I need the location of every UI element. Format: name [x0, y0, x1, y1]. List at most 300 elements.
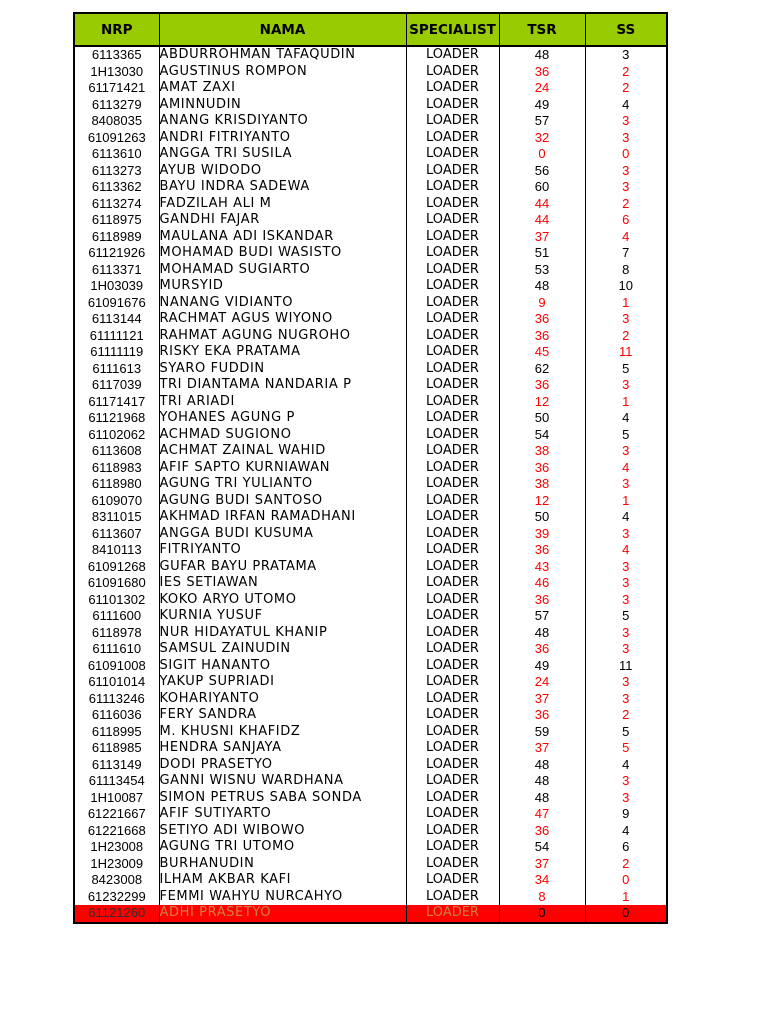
cell-ss[interactable]: 3	[585, 526, 667, 543]
table-row[interactable]	[74, 724, 667, 741]
cell-nrp[interactable]: 61221668	[74, 823, 159, 840]
cell-tsr[interactable]: 48	[499, 773, 585, 790]
cell-specialist[interactable]: LOADER	[406, 344, 499, 361]
cell-ss[interactable]: 4	[585, 460, 667, 477]
cell-ss[interactable]: 2	[585, 80, 667, 97]
cell-tsr[interactable]: 56	[499, 163, 585, 180]
cell-tsr[interactable]: 36	[499, 707, 585, 724]
cell-nrp[interactable]: 6118975	[74, 212, 159, 229]
cell-specialist[interactable]: LOADER	[406, 163, 499, 180]
cell-tsr[interactable]: 46	[499, 575, 585, 592]
table-row[interactable]	[74, 872, 667, 889]
table-row[interactable]	[74, 856, 667, 873]
cell-nrp[interactable]: 6118989	[74, 229, 159, 246]
table-row[interactable]	[74, 344, 667, 361]
cell-nama[interactable]: RAHMAT AGUNG NUGROHO	[159, 328, 406, 345]
cell-ss[interactable]: 2	[585, 856, 667, 873]
cell-tsr[interactable]: 37	[499, 229, 585, 246]
cell-nama[interactable]: ANGGA BUDI KUSUMA	[159, 526, 406, 543]
table-row[interactable]	[74, 130, 667, 147]
header-nama[interactable]: NAMA	[159, 13, 406, 46]
cell-nama[interactable]: GANNI WISNU WARDHANA	[159, 773, 406, 790]
header-specialist[interactable]: SPECIALIST	[406, 13, 499, 46]
cell-tsr[interactable]: 36	[499, 328, 585, 345]
cell-ss[interactable]: 4	[585, 97, 667, 114]
cell-ss[interactable]: 5	[585, 361, 667, 378]
cell-nrp[interactable]: 61121926	[74, 245, 159, 262]
cell-specialist[interactable]: LOADER	[406, 872, 499, 889]
cell-ss[interactable]: 0	[585, 872, 667, 889]
cell-ss[interactable]: 2	[585, 64, 667, 81]
cell-specialist[interactable]: LOADER	[406, 146, 499, 163]
cell-ss[interactable]: 5	[585, 427, 667, 444]
cell-tsr[interactable]: 44	[499, 212, 585, 229]
cell-tsr[interactable]: 50	[499, 410, 585, 427]
cell-specialist[interactable]: LOADER	[406, 559, 499, 576]
table-row[interactable]	[74, 608, 667, 625]
cell-ss[interactable]: 2	[585, 707, 667, 724]
cell-nama[interactable]: ABDURROHMAN TAFAQUDIN	[159, 46, 406, 64]
cell-specialist[interactable]: LOADER	[406, 757, 499, 774]
cell-tsr[interactable]: 43	[499, 559, 585, 576]
cell-tsr[interactable]: 48	[499, 278, 585, 295]
cell-tsr[interactable]: 12	[499, 493, 585, 510]
cell-specialist[interactable]: LOADER	[406, 856, 499, 873]
cell-tsr[interactable]: 62	[499, 361, 585, 378]
cell-nama[interactable]: AGUNG TRI UTOMO	[159, 839, 406, 856]
cell-tsr[interactable]: 49	[499, 658, 585, 675]
cell-nama[interactable]: ANGGA TRI SUSILA	[159, 146, 406, 163]
cell-nrp[interactable]: 1H13030	[74, 64, 159, 81]
cell-specialist[interactable]: LOADER	[406, 674, 499, 691]
cell-nrp[interactable]: 6113371	[74, 262, 159, 279]
cell-nama[interactable]: AMAT ZAXI	[159, 80, 406, 97]
cell-nama[interactable]: IES SETIAWAN	[159, 575, 406, 592]
cell-ss[interactable]: 4	[585, 542, 667, 559]
cell-nama[interactable]: BAYU INDRA SADEWA	[159, 179, 406, 196]
cell-tsr[interactable]: 37	[499, 856, 585, 873]
cell-nrp[interactable]: 6116036	[74, 707, 159, 724]
cell-specialist[interactable]: LOADER	[406, 113, 499, 130]
cell-nama[interactable]: AYUB WIDODO	[159, 163, 406, 180]
cell-tsr[interactable]: 36	[499, 460, 585, 477]
cell-nrp[interactable]: 6118983	[74, 460, 159, 477]
cell-tsr[interactable]: 49	[499, 97, 585, 114]
cell-ss[interactable]: 3	[585, 773, 667, 790]
cell-nama[interactable]: FITRIYANTO	[159, 542, 406, 559]
cell-nrp[interactable]: 6113149	[74, 757, 159, 774]
cell-tsr[interactable]: 39	[499, 526, 585, 543]
cell-ss[interactable]: 3	[585, 476, 667, 493]
cell-nama[interactable]: AGUNG BUDI SANTOSO	[159, 493, 406, 510]
cell-nrp[interactable]: 6109070	[74, 493, 159, 510]
cell-tsr[interactable]: 50	[499, 509, 585, 526]
cell-nama[interactable]: ADHI PRASETYO	[159, 905, 406, 923]
cell-tsr[interactable]: 36	[499, 641, 585, 658]
cell-tsr[interactable]: 37	[499, 740, 585, 757]
cell-specialist[interactable]: LOADER	[406, 526, 499, 543]
header-ss[interactable]: SS	[585, 13, 667, 46]
cell-specialist[interactable]: LOADER	[406, 905, 499, 923]
table-row[interactable]	[74, 641, 667, 658]
cell-nama[interactable]: HENDRA SANJAYA	[159, 740, 406, 757]
cell-nama[interactable]: SAMSUL ZAINUDIN	[159, 641, 406, 658]
cell-nrp[interactable]: 61091008	[74, 658, 159, 675]
cell-nrp[interactable]: 6113610	[74, 146, 159, 163]
table-row[interactable]	[74, 46, 667, 64]
table-row[interactable]	[74, 757, 667, 774]
cell-nrp[interactable]: 61102062	[74, 427, 159, 444]
cell-tsr[interactable]: 9	[499, 295, 585, 312]
cell-ss[interactable]: 0	[585, 905, 667, 923]
cell-ss[interactable]: 3	[585, 163, 667, 180]
cell-nama[interactable]: TRI DIANTAMA NANDARIA P	[159, 377, 406, 394]
cell-ss[interactable]: 11	[585, 344, 667, 361]
table-row[interactable]	[74, 740, 667, 757]
table-row[interactable]	[74, 806, 667, 823]
cell-tsr[interactable]: 0	[499, 146, 585, 163]
cell-nama[interactable]: SETIYO ADI WIBOWO	[159, 823, 406, 840]
cell-nrp[interactable]: 61121260	[74, 905, 159, 923]
cell-ss[interactable]: 3	[585, 311, 667, 328]
cell-specialist[interactable]: LOADER	[406, 361, 499, 378]
cell-ss[interactable]: 3	[585, 790, 667, 807]
table-row[interactable]	[74, 773, 667, 790]
table-row[interactable]	[74, 163, 667, 180]
cell-ss[interactable]: 5	[585, 608, 667, 625]
cell-nrp[interactable]: 6113362	[74, 179, 159, 196]
table-row[interactable]	[74, 823, 667, 840]
table-row[interactable]	[74, 64, 667, 81]
cell-tsr[interactable]: 54	[499, 427, 585, 444]
cell-nrp[interactable]: 6113144	[74, 311, 159, 328]
cell-ss[interactable]: 3	[585, 443, 667, 460]
table-row[interactable]	[74, 493, 667, 510]
cell-tsr[interactable]: 53	[499, 262, 585, 279]
cell-specialist[interactable]: LOADER	[406, 278, 499, 295]
table-row-highlighted[interactable]	[74, 905, 667, 923]
cell-nama[interactable]: YOHANES AGUNG P	[159, 410, 406, 427]
cell-specialist[interactable]: LOADER	[406, 839, 499, 856]
cell-nama[interactable]: FERY SANDRA	[159, 707, 406, 724]
cell-specialist[interactable]: LOADER	[406, 97, 499, 114]
cell-nrp[interactable]: 6111600	[74, 608, 159, 625]
cell-specialist[interactable]: LOADER	[406, 245, 499, 262]
cell-tsr[interactable]: 44	[499, 196, 585, 213]
cell-specialist[interactable]: LOADER	[406, 460, 499, 477]
cell-tsr[interactable]: 36	[499, 592, 585, 609]
cell-ss[interactable]: 2	[585, 328, 667, 345]
cell-nama[interactable]: KOKO ARYO UTOMO	[159, 592, 406, 609]
cell-ss[interactable]: 11	[585, 658, 667, 675]
cell-nama[interactable]: SIMON PETRUS SABA SONDA	[159, 790, 406, 807]
table-row[interactable]	[74, 625, 667, 642]
cell-nrp[interactable]: 61113246	[74, 691, 159, 708]
cell-tsr[interactable]: 57	[499, 113, 585, 130]
cell-tsr[interactable]: 60	[499, 179, 585, 196]
cell-specialist[interactable]: LOADER	[406, 724, 499, 741]
table-row[interactable]	[74, 146, 667, 163]
cell-ss[interactable]: 4	[585, 410, 667, 427]
cell-nrp[interactable]: 61091676	[74, 295, 159, 312]
cell-nama[interactable]: KURNIA YUSUF	[159, 608, 406, 625]
cell-nrp[interactable]: 61111121	[74, 328, 159, 345]
cell-specialist[interactable]: LOADER	[406, 80, 499, 97]
cell-ss[interactable]: 3	[585, 113, 667, 130]
cell-nrp[interactable]: 6118980	[74, 476, 159, 493]
cell-nrp[interactable]: 1H03039	[74, 278, 159, 295]
cell-specialist[interactable]: LOADER	[406, 410, 499, 427]
table-row[interactable]	[74, 674, 667, 691]
cell-specialist[interactable]: LOADER	[406, 212, 499, 229]
cell-ss[interactable]: 4	[585, 229, 667, 246]
table-row[interactable]	[74, 839, 667, 856]
cell-nrp[interactable]: 6113365	[74, 46, 159, 64]
cell-specialist[interactable]: LOADER	[406, 691, 499, 708]
cell-specialist[interactable]: LOADER	[406, 575, 499, 592]
cell-specialist[interactable]: LOADER	[406, 179, 499, 196]
cell-tsr[interactable]: 24	[499, 80, 585, 97]
cell-tsr[interactable]: 38	[499, 476, 585, 493]
cell-ss[interactable]: 3	[585, 377, 667, 394]
table-row[interactable]	[74, 707, 667, 724]
cell-nama[interactable]: NANANG VIDIANTO	[159, 295, 406, 312]
cell-nrp[interactable]: 6113607	[74, 526, 159, 543]
cell-specialist[interactable]: LOADER	[406, 641, 499, 658]
cell-specialist[interactable]: LOADER	[406, 377, 499, 394]
table-row[interactable]	[74, 229, 667, 246]
cell-nama[interactable]: M. KHUSNI KHAFIDZ	[159, 724, 406, 741]
cell-tsr[interactable]: 48	[499, 625, 585, 642]
cell-nama[interactable]: NUR HIDAYATUL KHANIP	[159, 625, 406, 642]
cell-nrp[interactable]: 61101014	[74, 674, 159, 691]
cell-nama[interactable]: AFIF SAPTO KURNIAWAN	[159, 460, 406, 477]
cell-nama[interactable]: MOHAMAD BUDI WASISTO	[159, 245, 406, 262]
table-row[interactable]	[74, 575, 667, 592]
cell-tsr[interactable]: 24	[499, 674, 585, 691]
cell-ss[interactable]: 1	[585, 889, 667, 906]
cell-nama[interactable]: MAULANA ADI ISKANDAR	[159, 229, 406, 246]
cell-nama[interactable]: FEMMI WAHYU NURCAHYO	[159, 889, 406, 906]
cell-nrp[interactable]: 6111610	[74, 641, 159, 658]
cell-tsr[interactable]: 12	[499, 394, 585, 411]
cell-specialist[interactable]: LOADER	[406, 311, 499, 328]
cell-nrp[interactable]: 8311015	[74, 509, 159, 526]
cell-nama[interactable]: FADZILAH ALI M	[159, 196, 406, 213]
cell-ss[interactable]: 3	[585, 625, 667, 642]
cell-nama[interactable]: KOHARIYANTO	[159, 691, 406, 708]
cell-ss[interactable]: 1	[585, 394, 667, 411]
cell-specialist[interactable]: LOADER	[406, 592, 499, 609]
cell-ss[interactable]: 7	[585, 245, 667, 262]
cell-tsr[interactable]: 38	[499, 443, 585, 460]
table-row[interactable]	[74, 460, 667, 477]
cell-nama[interactable]: ANDRI FITRIYANTO	[159, 130, 406, 147]
cell-nrp[interactable]: 61171417	[74, 394, 159, 411]
cell-specialist[interactable]: LOADER	[406, 394, 499, 411]
cell-ss[interactable]: 3	[585, 674, 667, 691]
table-row[interactable]	[74, 427, 667, 444]
cell-specialist[interactable]: LOADER	[406, 64, 499, 81]
cell-nama[interactable]: DODI PRASETYO	[159, 757, 406, 774]
cell-ss[interactable]: 8	[585, 262, 667, 279]
cell-nama[interactable]: AFIF SUTIYARTO	[159, 806, 406, 823]
cell-specialist[interactable]: LOADER	[406, 46, 499, 64]
cell-tsr[interactable]: 59	[499, 724, 585, 741]
cell-nrp[interactable]: 61232299	[74, 889, 159, 906]
cell-nrp[interactable]: 61171421	[74, 80, 159, 97]
cell-nrp[interactable]: 6118985	[74, 740, 159, 757]
cell-tsr[interactable]: 36	[499, 377, 585, 394]
cell-nama[interactable]: GUFAR BAYU PRATAMA	[159, 559, 406, 576]
cell-nrp[interactable]: 8423008	[74, 872, 159, 889]
cell-nama[interactable]: SIGIT HANANTO	[159, 658, 406, 675]
cell-nama[interactable]: MURSYID	[159, 278, 406, 295]
table-row[interactable]	[74, 691, 667, 708]
cell-nama[interactable]: AKHMAD IRFAN RAMADHANI	[159, 509, 406, 526]
cell-nrp[interactable]: 61121968	[74, 410, 159, 427]
cell-specialist[interactable]: LOADER	[406, 476, 499, 493]
cell-tsr[interactable]: 0	[499, 905, 585, 923]
cell-tsr[interactable]: 36	[499, 64, 585, 81]
cell-ss[interactable]: 4	[585, 823, 667, 840]
table-row[interactable]	[74, 295, 667, 312]
cell-nrp[interactable]: 61111119	[74, 344, 159, 361]
cell-nama[interactable]: YAKUP SUPRIADI	[159, 674, 406, 691]
cell-specialist[interactable]: LOADER	[406, 658, 499, 675]
table-row[interactable]	[74, 559, 667, 576]
cell-tsr[interactable]: 8	[499, 889, 585, 906]
header-tsr[interactable]: TSR	[499, 13, 585, 46]
cell-ss[interactable]: 2	[585, 196, 667, 213]
cell-ss[interactable]: 4	[585, 757, 667, 774]
cell-ss[interactable]: 3	[585, 691, 667, 708]
cell-ss[interactable]: 3	[585, 575, 667, 592]
table-row[interactable]	[74, 476, 667, 493]
cell-nrp[interactable]: 61091680	[74, 575, 159, 592]
cell-nrp[interactable]: 6113273	[74, 163, 159, 180]
table-row[interactable]	[74, 526, 667, 543]
cell-tsr[interactable]: 37	[499, 691, 585, 708]
cell-specialist[interactable]: LOADER	[406, 608, 499, 625]
cell-specialist[interactable]: LOADER	[406, 740, 499, 757]
table-row[interactable]	[74, 245, 667, 262]
cell-specialist[interactable]: LOADER	[406, 196, 499, 213]
cell-specialist[interactable]: LOADER	[406, 625, 499, 642]
cell-specialist[interactable]: LOADER	[406, 130, 499, 147]
cell-specialist[interactable]: LOADER	[406, 806, 499, 823]
cell-specialist[interactable]: LOADER	[406, 542, 499, 559]
cell-specialist[interactable]: LOADER	[406, 773, 499, 790]
cell-nrp[interactable]: 6113274	[74, 196, 159, 213]
cell-nama[interactable]: AGUSTINUS ROMPON	[159, 64, 406, 81]
cell-specialist[interactable]: LOADER	[406, 823, 499, 840]
table-row[interactable]	[74, 658, 667, 675]
cell-tsr[interactable]: 48	[499, 757, 585, 774]
table-row[interactable]	[74, 790, 667, 807]
cell-nama[interactable]: ANANG KRISDIYANTO	[159, 113, 406, 130]
cell-ss[interactable]: 3	[585, 641, 667, 658]
table-row[interactable]	[74, 509, 667, 526]
cell-nrp[interactable]: 61091268	[74, 559, 159, 576]
cell-tsr[interactable]: 51	[499, 245, 585, 262]
cell-ss[interactable]: 6	[585, 212, 667, 229]
cell-tsr[interactable]: 57	[499, 608, 585, 625]
table-row[interactable]	[74, 212, 667, 229]
cell-specialist[interactable]: LOADER	[406, 328, 499, 345]
cell-specialist[interactable]: LOADER	[406, 295, 499, 312]
table-row[interactable]	[74, 889, 667, 906]
cell-nrp[interactable]: 8410113	[74, 542, 159, 559]
table-row[interactable]	[74, 592, 667, 609]
table-row[interactable]	[74, 328, 667, 345]
cell-nrp[interactable]: 6113279	[74, 97, 159, 114]
cell-specialist[interactable]: LOADER	[406, 493, 499, 510]
cell-nama[interactable]: SYARO FUDDIN	[159, 361, 406, 378]
cell-nrp[interactable]: 1H10087	[74, 790, 159, 807]
cell-nama[interactable]: GANDHI FAJAR	[159, 212, 406, 229]
cell-ss[interactable]: 10	[585, 278, 667, 295]
table-row[interactable]	[74, 196, 667, 213]
cell-nrp[interactable]: 1H23008	[74, 839, 159, 856]
cell-nama[interactable]: ACHMAD SUGIONO	[159, 427, 406, 444]
cell-nama[interactable]: AGUNG TRI YULIANTO	[159, 476, 406, 493]
cell-specialist[interactable]: LOADER	[406, 427, 499, 444]
cell-ss[interactable]: 4	[585, 509, 667, 526]
cell-specialist[interactable]: LOADER	[406, 443, 499, 460]
table-row[interactable]	[74, 113, 667, 130]
table-row[interactable]	[74, 443, 667, 460]
cell-tsr[interactable]: 36	[499, 542, 585, 559]
cell-ss[interactable]: 5	[585, 724, 667, 741]
cell-ss[interactable]: 5	[585, 740, 667, 757]
cell-tsr[interactable]: 48	[499, 46, 585, 64]
cell-tsr[interactable]: 32	[499, 130, 585, 147]
cell-nama[interactable]: BURHANUDIN	[159, 856, 406, 873]
cell-ss[interactable]: 6	[585, 839, 667, 856]
cell-ss[interactable]: 0	[585, 146, 667, 163]
cell-nrp[interactable]: 61091263	[74, 130, 159, 147]
cell-nrp[interactable]: 6111613	[74, 361, 159, 378]
table-row[interactable]	[74, 394, 667, 411]
table-row[interactable]	[74, 179, 667, 196]
header-nrp[interactable]: NRP	[74, 13, 159, 46]
cell-nama[interactable]: ACHMAT ZAINAL WAHID	[159, 443, 406, 460]
cell-ss[interactable]: 3	[585, 46, 667, 64]
cell-nrp[interactable]: 8408035	[74, 113, 159, 130]
cell-tsr[interactable]: 54	[499, 839, 585, 856]
table-row[interactable]	[74, 361, 667, 378]
cell-nrp[interactable]: 6113608	[74, 443, 159, 460]
cell-nrp[interactable]: 61101302	[74, 592, 159, 609]
cell-ss[interactable]: 3	[585, 130, 667, 147]
table-row[interactable]	[74, 377, 667, 394]
cell-specialist[interactable]: LOADER	[406, 889, 499, 906]
table-row[interactable]	[74, 80, 667, 97]
cell-specialist[interactable]: LOADER	[406, 509, 499, 526]
cell-ss[interactable]: 3	[585, 559, 667, 576]
cell-specialist[interactable]: LOADER	[406, 262, 499, 279]
cell-nama[interactable]: RACHMAT AGUS WIYONO	[159, 311, 406, 328]
cell-nrp[interactable]: 6118995	[74, 724, 159, 741]
cell-tsr[interactable]: 45	[499, 344, 585, 361]
cell-ss[interactable]: 9	[585, 806, 667, 823]
cell-ss[interactable]: 3	[585, 179, 667, 196]
cell-tsr[interactable]: 36	[499, 311, 585, 328]
cell-nrp[interactable]: 61113454	[74, 773, 159, 790]
cell-ss[interactable]: 3	[585, 592, 667, 609]
cell-nrp[interactable]: 6118978	[74, 625, 159, 642]
